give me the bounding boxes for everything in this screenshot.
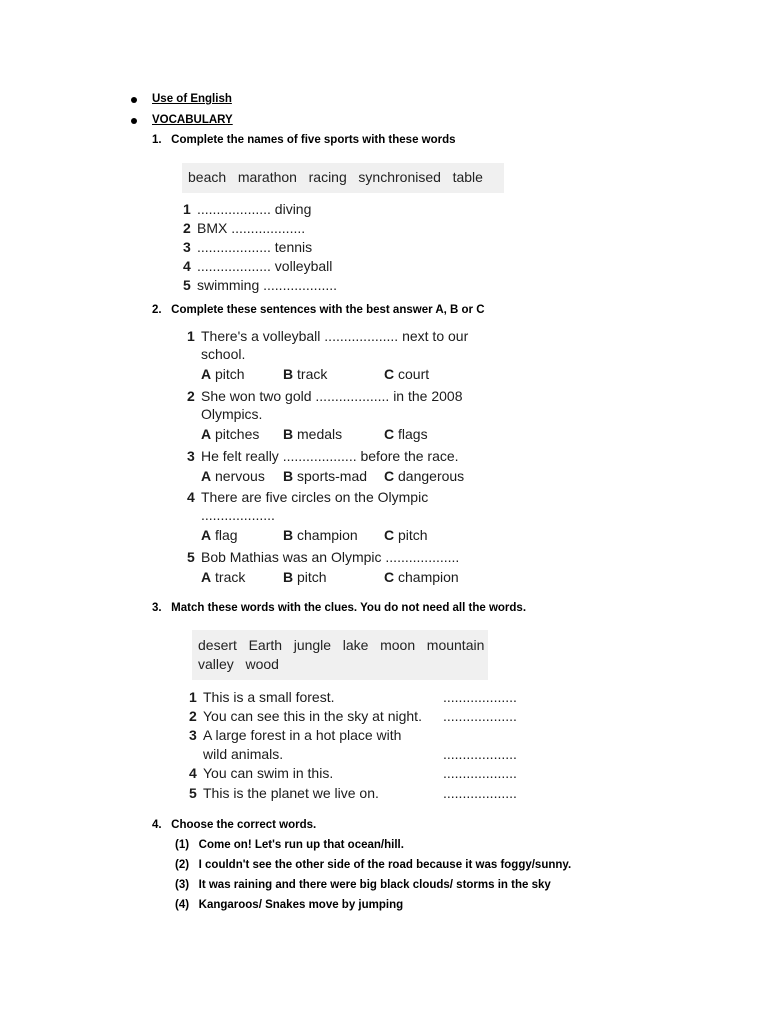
q3-heading: 3. Match these words with the clues. You do not need all the words. (152, 602, 527, 614)
q4-item: (2) I couldn't see the other side of the road because it was foggy/sunny. (175, 859, 572, 871)
section-title-use-of-english: Use of English (152, 93, 232, 105)
bullet-dot (131, 118, 137, 124)
q4-item: (3) It was raining and there were big black clouds/ storms in the sky (175, 879, 551, 891)
q3-words-line1: desert Earth jungle lake moon mountain (198, 637, 485, 653)
option-b: B sports-mad (283, 468, 368, 484)
q2-item-line2: Olympics. (201, 406, 263, 422)
q2-item-text: There are five circles on the Olympic (201, 489, 429, 505)
q2-item-line2: ................... (201, 507, 275, 523)
item-number: 5 (183, 277, 191, 293)
q2-item-line2: school. (201, 346, 246, 362)
option-b: B medals (283, 426, 343, 442)
q2-item-text: He felt really ................... before the race. (201, 448, 459, 464)
item-number: 2 (187, 388, 195, 404)
q1-item-text: swimming ................... (197, 277, 338, 293)
q3-item (189, 765, 333, 781)
option-c: C champion (384, 569, 459, 585)
q4-heading: 4. Choose the correct words. (152, 819, 317, 831)
item-number: 5 (187, 549, 195, 565)
item-number: 4 (187, 489, 195, 505)
option-c: C pitch (384, 527, 428, 543)
q3-words-line2: valley wood (198, 656, 279, 672)
q1-item (183, 239, 312, 255)
section-title-vocabulary: VOCABULARY (152, 114, 233, 126)
item-number: 4 (189, 765, 197, 781)
option-a: A pitches (201, 426, 260, 442)
q2-item-text: Bob Mathias was an Olympic ................... (201, 549, 460, 565)
q3-item-text: This is the planet we live on. (203, 785, 379, 801)
bullet-dot (131, 97, 137, 103)
q2-heading: 2. Complete these sentences with the best answer A, B or C (152, 304, 485, 316)
item-number: 5 (189, 785, 197, 801)
q3-item-text: This is a small forest. (203, 689, 335, 705)
q1-item-text: ................... tennis (197, 239, 313, 255)
q2-item-text: She won two gold ................... in the 2008 (201, 388, 463, 404)
q1-heading: 1. Complete the names of five sports with these words (152, 134, 456, 146)
item-number: 2 (189, 708, 197, 724)
option-c: C dangerous (384, 468, 465, 484)
q3-blank: ................... (443, 746, 517, 762)
q3-blank: ................... (443, 689, 517, 705)
q1-item-text: BMX ................... (197, 220, 306, 236)
option-b: B pitch (283, 569, 327, 585)
q3-blank: ................... (443, 785, 517, 801)
q3-item-text: A large forest in a hot place with (203, 727, 402, 743)
q3-blank: ................... (443, 708, 517, 724)
q2-item-line (187, 489, 428, 505)
q1-item (183, 201, 311, 217)
item-number: 4 (183, 258, 191, 274)
item-number: 3 (187, 448, 195, 464)
q1-item-text: ................... volleyball (197, 258, 333, 274)
q3-blank: ................... (443, 765, 517, 781)
q2-item-line (187, 448, 459, 464)
q3-item (189, 727, 401, 743)
item-number: 1 (187, 328, 195, 344)
q2-item-line (187, 328, 468, 344)
item-number: 1 (183, 201, 191, 217)
q2-item-line (187, 388, 462, 404)
q2-item-text: There's a volleyball ................... next to our (201, 328, 469, 344)
q3-item-text: You can see this in the sky at night. (203, 708, 422, 724)
option-a: A track (201, 569, 246, 585)
item-number: 2 (183, 220, 191, 236)
q1-item (183, 220, 305, 236)
option-b: B champion (283, 527, 358, 543)
q1-item (183, 277, 337, 293)
q3-item-text: You can swim in this. (203, 765, 334, 781)
option-c: C flags (384, 426, 428, 442)
q1-item (183, 258, 332, 274)
q1-word-box (182, 163, 504, 193)
q3-item (189, 785, 379, 801)
q4-item: (1) Come on! Let's run up that ocean/hill. (175, 839, 404, 851)
option-b: B track (283, 366, 328, 382)
option-a: A pitch (201, 366, 245, 382)
q4-item: (4) Kangaroos/ Snakes move by jumping (175, 899, 404, 911)
q3-item (189, 689, 334, 705)
option-c: C court (384, 366, 430, 382)
item-number: 3 (189, 727, 197, 743)
q2-item-line (187, 549, 459, 565)
q1-words: beach marathon racing synchronised table (188, 169, 483, 185)
item-number: 1 (189, 689, 197, 705)
option-a: A flag (201, 527, 238, 543)
q3-item-line2: wild animals. (203, 746, 284, 762)
q3-word-box (192, 630, 488, 680)
option-a: A nervous (201, 468, 265, 484)
q1-item-text: ................... diving (197, 201, 312, 217)
item-number: 3 (183, 239, 191, 255)
q3-item (189, 708, 422, 724)
